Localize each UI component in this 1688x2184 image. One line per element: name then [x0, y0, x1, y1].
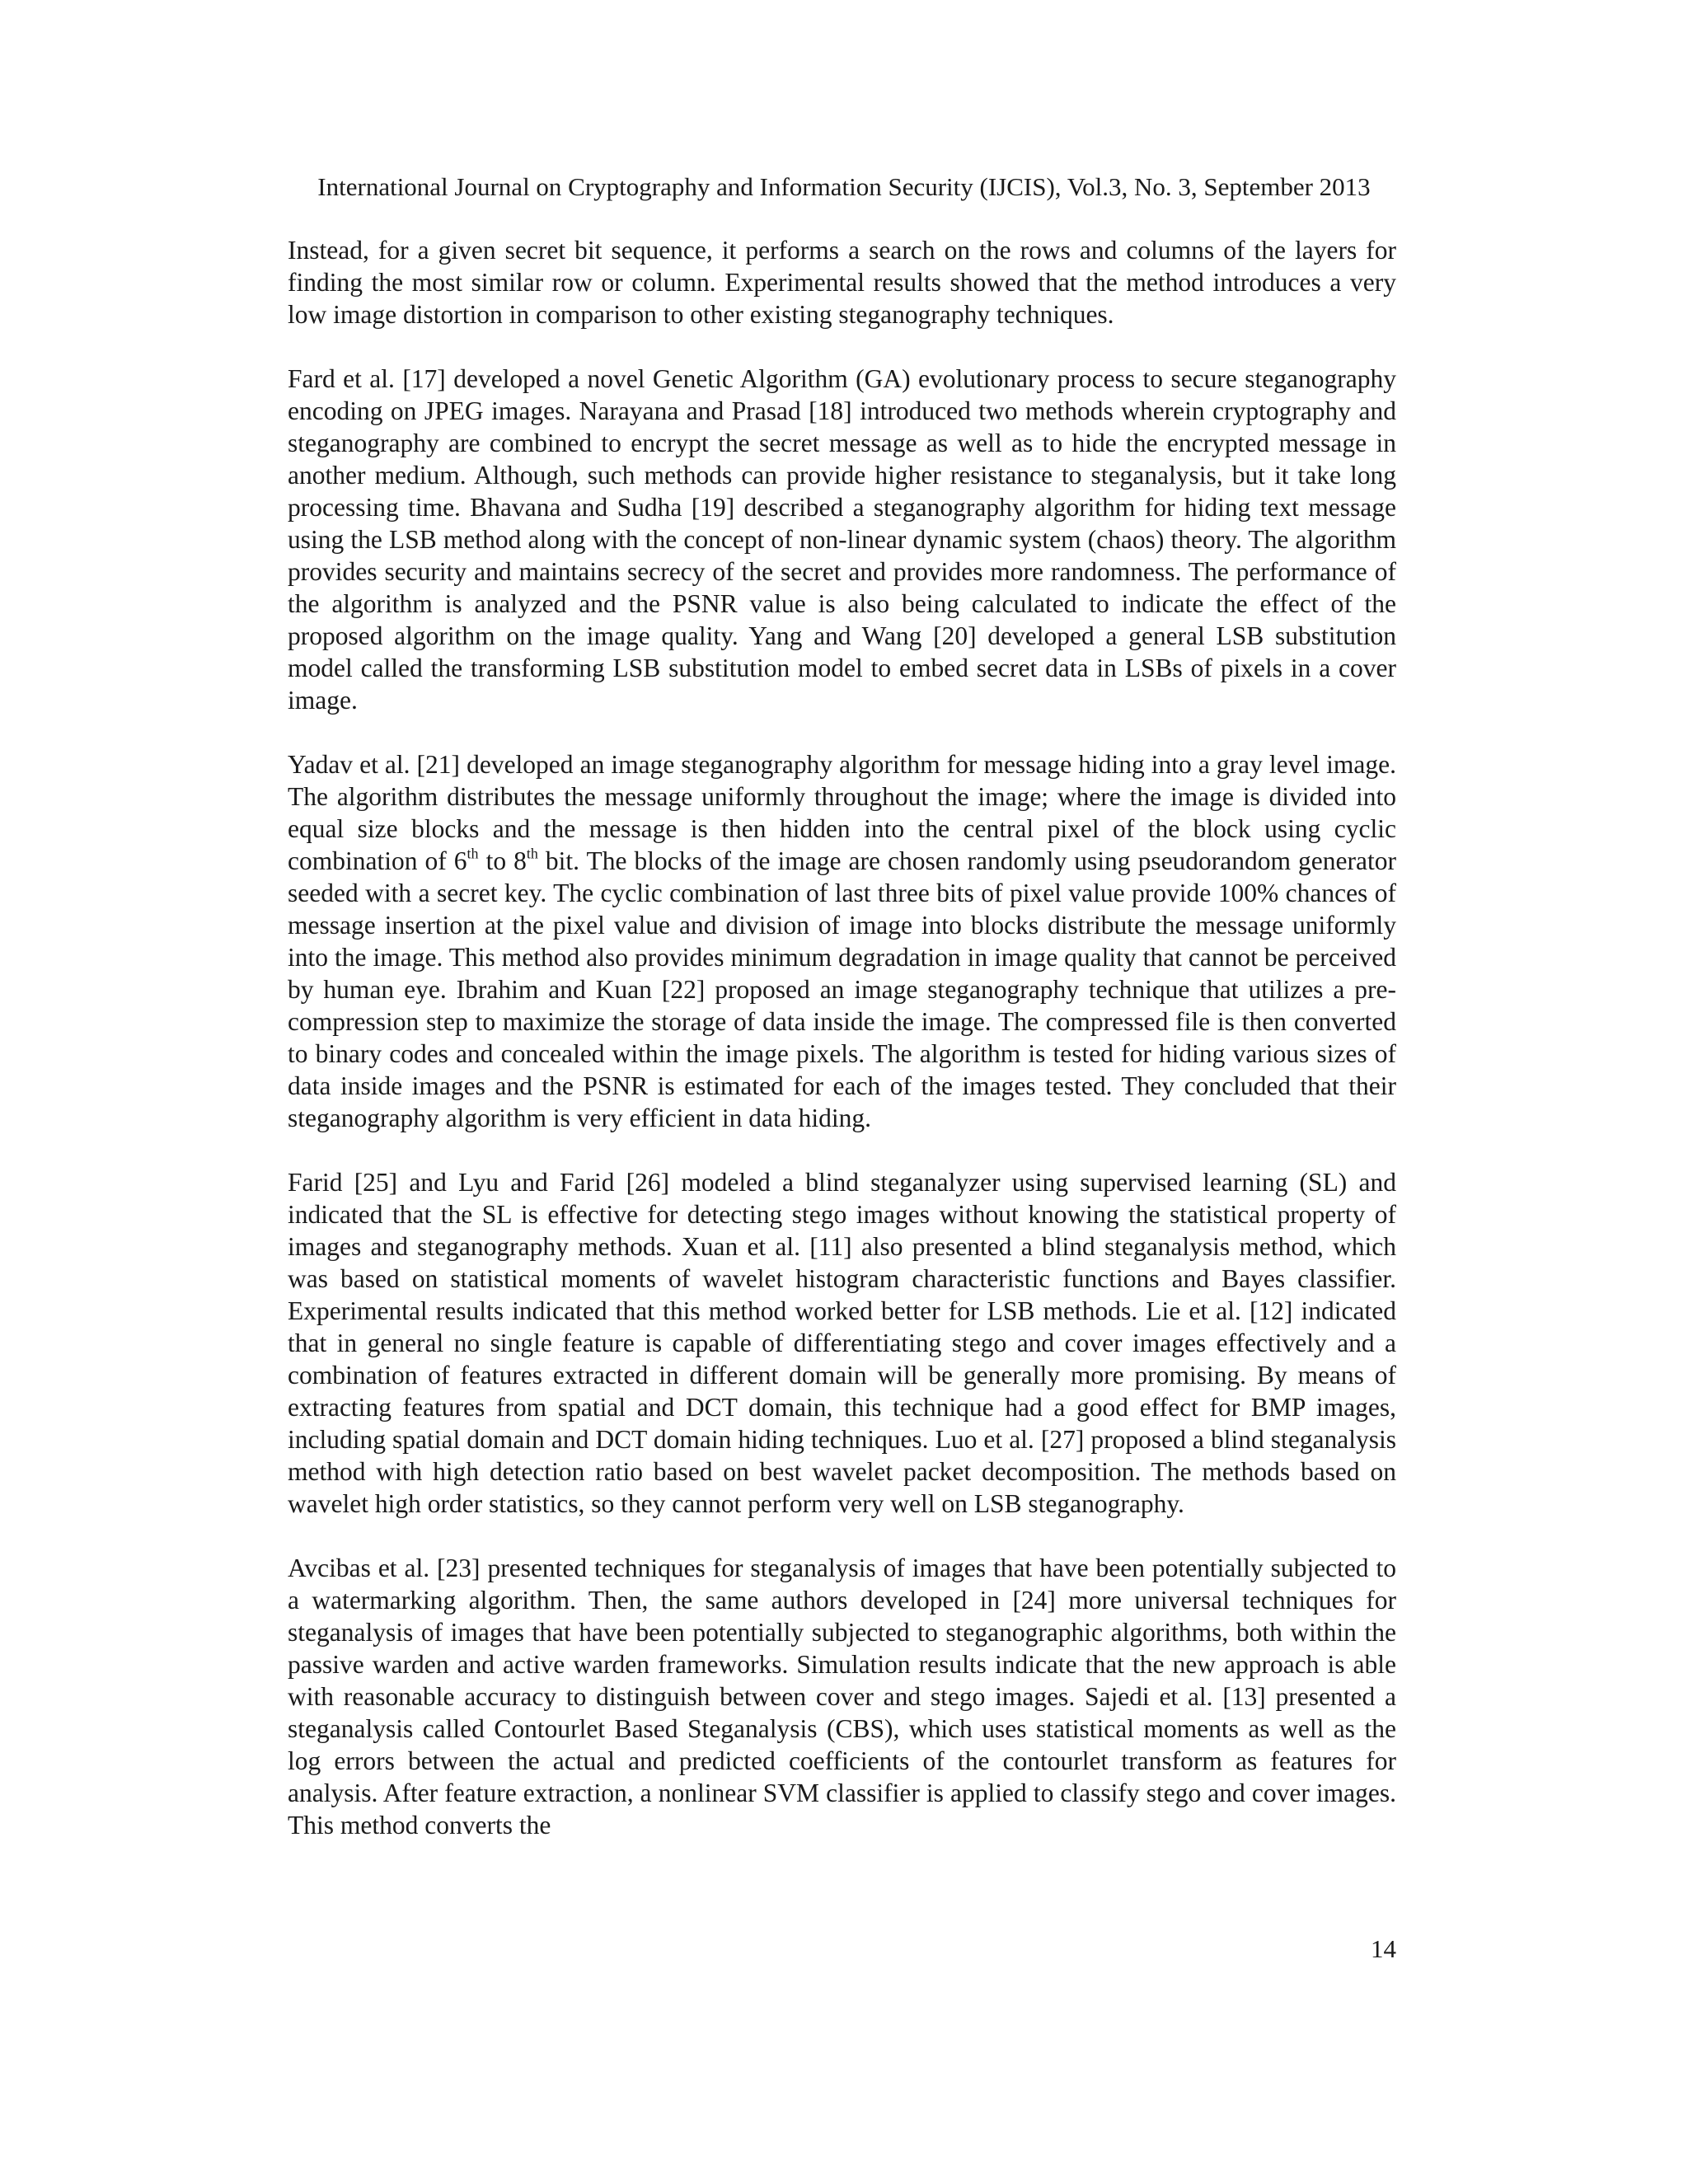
paragraph-5: Avcibas et al. [23] presented techniques for steganalysis of images that have been potentially subjected to a watermarking algorithm. Then, the same authors developed in [24] more universal techniques for steganalysis of images that have been potentially subjected to steganographic algorithms, both within the passive warden and active warden frameworks. Simulation results indicate that the new approach is able with reasonable accuracy to distinguish between cover and stego images. Sajedi et al. [13] presented a steganalysis called Contourlet Based Steganalysis (CBS), which uses statistical moments as well as the log errors between the actual and predicted coefficients of the contourlet transform as features for analysis. After feature extraction, a nonlinear SVM classifier is applied to classify stego and cover images. This method converts the	[288, 1554, 1396, 1840]
paragraph-3-text-c: bit. The blocks of the image are chosen randomly using pseudorandom generator seeded with a secret key. The cyclic combination of last three bits of pixel value provide 100% chances of message insertion at the pixel value and division of image into blocks distribute the message uniformly into the image. This method also provides minimum degradation in image quality that cannot be perceived by human eye. Ibrahim and Kuan [22] proposed an image steganography technique that utilizes a pre-compression step to maximize the storage of data inside the image. The compressed file is then converted to binary codes and concealed within the image pixels. The algorithm is tested for hiding various sizes of data inside images and the PSNR is estimated for each of the images tested. They concluded that their steganography algorithm is very efficient in data hiding.	[288, 846, 1396, 1132]
paragraph-2: Fard et al. [17] developed a novel Genetic Algorithm (GA) evolutionary process to secure steganography encoding on JPEG images. Narayana and Prasad [18] introduced two methods wherein cryptography and steganography are combined to encrypt the secret message as well as to hide the encrypted message in another medium. Although, such methods can provide higher resistance to steganalysis, but it take long processing time. Bhavana and Sudha [19] described a steganography algorithm for hiding text message using the LSB method along with the concept of non-linear dynamic system (chaos) theory. The algorithm provides security and maintains secrecy of the secret and provides more randomness. The performance of the algorithm is analyzed and the PSNR value is also being calculated to indicate the effect of the proposed algorithm on the image quality. Yang and Wang [20] developed a general LSB substitution model called the transforming LSB substitution model to embed secret data in LSBs of pixels in a cover image.	[288, 364, 1396, 715]
paragraph-1: Instead, for a given secret bit sequence, it performs a search on the rows and columns of the layers for finding the most similar row or column. Experimental results showed that the method introduces a very low image distortion in comparison to other existing steganography techniques.	[288, 236, 1396, 329]
page-number: 14	[1371, 1934, 1396, 1963]
superscript-th-2: th	[526, 845, 538, 862]
body-text	[288, 234, 1396, 1873]
paragraph-3-text-a: Yadav et al. [21] developed an image steganography algorithm for message hiding into a gray level image. The algorithm distributes the message uniformly throughout the image; where the image is divided into equal size blocks and the message is then hidden into the central pixel of the block using cyclic combination of 6	[288, 750, 1396, 875]
superscript-th-1: th	[467, 845, 479, 862]
paragraph-3-text-b: to 8	[478, 846, 527, 875]
running-header: International Journal on Cryptography and Information Security (IJCIS), Vol.3, No. 3, September 2013	[317, 172, 1371, 201]
paragraph-4: Farid [25] and Lyu and Farid [26] modeled a blind steganalyzer using supervised learning (SL) and indicated that the SL is effective for detecting stego images without knowing the statistical property of images and steganography methods. Xuan et al. [11] also presented a blind steganalysis method, which was based on statistical moments of wavelet histogram characteristic functions and Bayes classifier. Experimental results indicated that this method worked better for LSB methods. Lie et al. [12] indicated that in general no single feature is capable of differentiating stego and cover images effectively and a combination of features extracted in different domain will be generally more promising. By means of extracting features from spatial and DCT domain, this technique had a good effect for BMP images, including spatial domain and DCT domain hiding techniques. Luo et al. [27] proposed a blind steganalysis method with high detection ratio based on best wavelet packet decomposition. The methods based on wavelet high order statistics, so they cannot perform very well on LSB steganography.	[288, 1168, 1396, 1518]
paragraph-3	[288, 748, 1396, 1134]
